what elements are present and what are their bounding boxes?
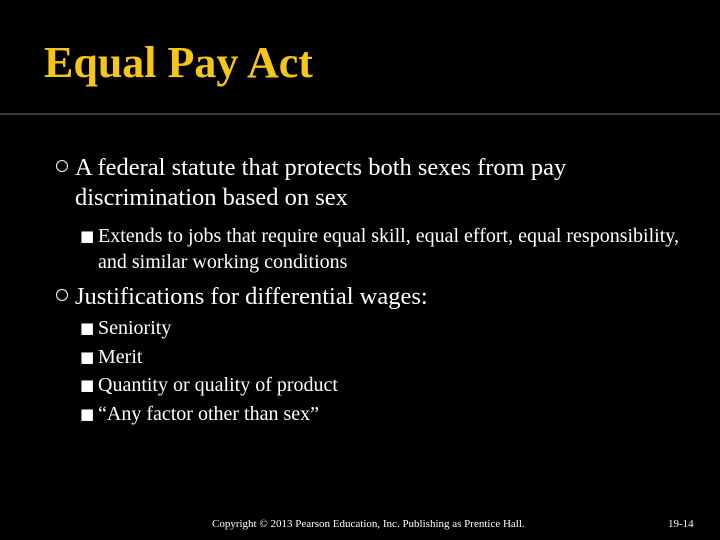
title-bar [0,0,720,113]
page-number: 19-14 [668,518,694,530]
sub-bullet-2-3-text: Quantity or quality of product [98,374,338,396]
square-bullet-icon: ■ [80,227,95,245]
square-bullet-icon: ■ [80,319,95,337]
sub-bullet-2-4-text: “Any factor other than sex” [98,403,320,425]
bullet-1-text: A federal statute that protects both sexes from pay discrimination based on sex [75,154,567,211]
slide-title: Equal Pay Act [44,38,313,87]
sub-bullet-2-2-text: Merit [98,346,143,368]
sub-bullet-1-1-text: Extends to jobs that require equal skill, equal effort, equal responsibility, and similar working conditions [98,225,679,273]
hollow-circle-bullet-icon [56,289,68,301]
footer-copyright: Copyright © 2013 Pearson Education, Inc. Publishing as Prentice Hall. [212,518,525,530]
hollow-circle-bullet-icon [56,160,68,172]
square-bullet-icon: ■ [80,348,95,366]
square-bullet-icon: ■ [80,405,95,423]
slide-content [0,115,720,540]
sub-bullet-2-1-text: Seniority [98,317,172,339]
bullet-2-text: Justifications for differential wages: [75,283,428,310]
square-bullet-icon: ■ [80,376,95,394]
